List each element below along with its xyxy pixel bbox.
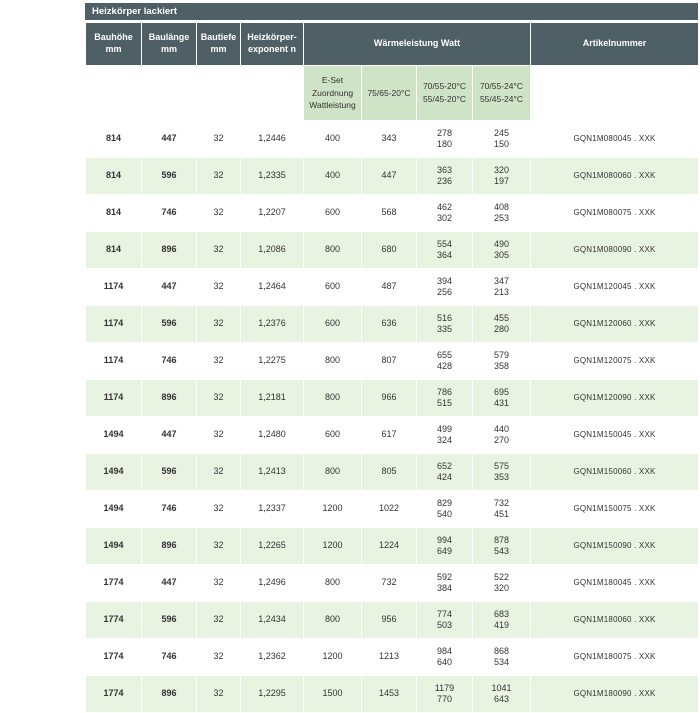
- cell-eset-wattleistung: 600: [304, 417, 362, 454]
- watt-value-upper: 774: [436, 608, 453, 619]
- cell-bauhoehe: 1774: [86, 602, 142, 639]
- watt-value-upper: 462: [436, 201, 453, 212]
- cell-watt-7055-20: [417, 195, 473, 232]
- cell-bauhoehe: 1174: [86, 343, 142, 380]
- cell-baulaenge: 596: [142, 454, 197, 491]
- cell-watt-7055-24: [473, 528, 531, 565]
- cell-bautiefe: 32: [197, 380, 241, 417]
- cell-watt-7055-20: [417, 417, 473, 454]
- watt-value-upper: 522: [493, 571, 510, 582]
- cell-watt-7055-20: [417, 454, 473, 491]
- col-header-artikelnummer: Artikelnummer: [531, 23, 699, 66]
- cell-bautiefe: 32: [197, 454, 241, 491]
- cell-watt-7055-24: [473, 602, 531, 639]
- cell-eset-wattleistung: 600: [304, 195, 362, 232]
- cell-eset-wattleistung: 800: [304, 565, 362, 602]
- cell-bautiefe: 32: [197, 232, 241, 269]
- watt-value-upper: 575: [493, 460, 510, 471]
- cell-artikelnummer: GQN1M150090 . XXK: [531, 528, 699, 565]
- cell-baulaenge: 746: [142, 491, 197, 528]
- col-header-waermeleistung: Wärmeleistung Watt: [304, 23, 531, 66]
- table-row: [86, 454, 699, 491]
- watt-value-upper: 1041: [491, 682, 512, 693]
- watt-value-upper: 554: [436, 238, 453, 249]
- watt-value-lower: 424: [436, 472, 453, 482]
- cell-baulaenge: 447: [142, 417, 197, 454]
- cell-artikelnummer: GQN1M180045 . XXK: [531, 565, 699, 602]
- cell-watt-7055-20: [417, 528, 473, 565]
- cell-watt-7055-24: [473, 417, 531, 454]
- cell-exponent: 1,2335: [241, 158, 304, 195]
- watt-value-lower: 503: [436, 620, 453, 630]
- watt-value-upper: 408: [493, 201, 510, 212]
- watt-value-lower: 534: [493, 657, 510, 667]
- watt-value-upper: 499: [436, 423, 453, 434]
- cell-bautiefe: 32: [197, 121, 241, 158]
- watt-value-upper: 278: [436, 127, 453, 138]
- header-spacer-left: [86, 66, 304, 121]
- cell-eset-wattleistung: 400: [304, 121, 362, 158]
- cell-bautiefe: 32: [197, 602, 241, 639]
- watt-value-upper: 829: [436, 497, 453, 508]
- cell-bautiefe: 32: [197, 158, 241, 195]
- header-spacer-right: [531, 66, 699, 121]
- cell-baulaenge: 746: [142, 639, 197, 676]
- col-header-unit: mm: [160, 44, 177, 54]
- cell-eset-wattleistung: 800: [304, 454, 362, 491]
- cell-baulaenge: 746: [142, 343, 197, 380]
- cell-bauhoehe: 1494: [86, 491, 142, 528]
- table-row: [86, 380, 699, 417]
- cell-watt-7055-20: [417, 158, 473, 195]
- watt-value-upper: 440: [493, 423, 510, 434]
- cell-exponent: 1,2464: [241, 269, 304, 306]
- radiator-spec-table-container: [85, 3, 698, 713]
- cell-watt-7565: 1213: [362, 639, 417, 676]
- cell-watt-7055-24: [473, 232, 531, 269]
- cell-baulaenge: 896: [142, 232, 197, 269]
- cell-bautiefe: 32: [197, 306, 241, 343]
- cell-exponent: 1,2207: [241, 195, 304, 232]
- cell-bauhoehe: 1494: [86, 528, 142, 565]
- watt-value-upper: 732: [493, 497, 510, 508]
- watt-value-lower: 150: [493, 139, 510, 149]
- watt-value-lower: 419: [493, 620, 510, 630]
- cell-baulaenge: 896: [142, 380, 197, 417]
- watt-value-lower: 335: [436, 324, 453, 334]
- cell-bautiefe: 32: [197, 195, 241, 232]
- watt-value-upper: 683: [493, 608, 510, 619]
- cell-artikelnummer: GQN1M150075 . XXK: [531, 491, 699, 528]
- cell-artikelnummer: GQN1M120075 . XXK: [531, 343, 699, 380]
- subcol-header-line: 55/45-20°C: [422, 94, 467, 104]
- watt-value-lower: 640: [436, 657, 453, 667]
- watt-value-upper: 320: [493, 164, 510, 175]
- cell-baulaenge: 896: [142, 676, 197, 713]
- watt-value-upper: 245: [493, 127, 510, 138]
- cell-baulaenge: 596: [142, 306, 197, 343]
- watt-value-upper: 516: [436, 312, 453, 323]
- col-header-baulaenge: [142, 23, 197, 66]
- watt-value-upper: 652: [436, 460, 453, 471]
- watt-value-lower: 364: [436, 250, 453, 260]
- cell-artikelnummer: GQN1M120090 . XXK: [531, 380, 699, 417]
- table-row: [86, 121, 699, 158]
- cell-exponent: 1,2362: [241, 639, 304, 676]
- cell-baulaenge: 596: [142, 602, 197, 639]
- watt-value-lower: 643: [493, 694, 510, 704]
- cell-watt-7055-24: [473, 676, 531, 713]
- watt-value-upper: 394: [436, 275, 453, 286]
- watt-value-lower: 236: [436, 176, 453, 186]
- table-row: [86, 306, 699, 343]
- cell-watt-7055-20: [417, 269, 473, 306]
- cell-watt-7055-20: [417, 491, 473, 528]
- cell-watt-7055-24: [473, 380, 531, 417]
- table-row: [86, 269, 699, 306]
- cell-artikelnummer: GQN1M080075 . XXK: [531, 195, 699, 232]
- cell-watt-7055-24: [473, 565, 531, 602]
- cell-artikelnummer: GQN1M150060 . XXK: [531, 454, 699, 491]
- col-header-label: Bauhöhe: [94, 32, 133, 43]
- subcol-header-7055-24: [473, 66, 531, 121]
- watt-value-upper: 868: [493, 645, 510, 656]
- cell-exponent: 1,2181: [241, 380, 304, 417]
- cell-baulaenge: 447: [142, 121, 197, 158]
- watt-value-lower: 428: [436, 361, 453, 371]
- cell-bauhoehe: 1494: [86, 417, 142, 454]
- cell-eset-wattleistung: 1200: [304, 528, 362, 565]
- cell-bauhoehe: 814: [86, 121, 142, 158]
- watt-value-upper: 695: [493, 386, 510, 397]
- cell-artikelnummer: GQN1M120045 . XXK: [531, 269, 699, 306]
- cell-exponent: 1,2376: [241, 306, 304, 343]
- subcol-header-line: 70/55-24°C: [479, 81, 524, 92]
- cell-eset-wattleistung: 800: [304, 232, 362, 269]
- table-row: [86, 232, 699, 269]
- cell-watt-7565: 966: [362, 380, 417, 417]
- watt-value-upper: 994: [436, 534, 453, 545]
- col-header-exponent: [241, 23, 304, 66]
- subcol-header-7565: 75/65-20°C: [362, 66, 417, 121]
- cell-eset-wattleistung: 800: [304, 380, 362, 417]
- cell-exponent: 1,2337: [241, 491, 304, 528]
- cell-eset-wattleistung: 800: [304, 343, 362, 380]
- spec-table: [85, 22, 699, 713]
- cell-eset-wattleistung: 1200: [304, 639, 362, 676]
- cell-watt-7565: 1022: [362, 491, 417, 528]
- watt-value-lower: 431: [493, 398, 510, 408]
- cell-eset-wattleistung: 400: [304, 158, 362, 195]
- cell-watt-7055-24: [473, 306, 531, 343]
- cell-watt-7565: 568: [362, 195, 417, 232]
- watt-value-upper: 786: [436, 386, 453, 397]
- cell-watt-7055-24: [473, 343, 531, 380]
- cell-watt-7055-20: [417, 565, 473, 602]
- cell-baulaenge: 746: [142, 195, 197, 232]
- cell-exponent: 1,2446: [241, 121, 304, 158]
- cell-watt-7565: 343: [362, 121, 417, 158]
- cell-watt-7565: 617: [362, 417, 417, 454]
- cell-watt-7565: 1453: [362, 676, 417, 713]
- cell-bautiefe: 32: [197, 417, 241, 454]
- cell-watt-7055-24: [473, 158, 531, 195]
- cell-eset-wattleistung: 600: [304, 306, 362, 343]
- cell-artikelnummer: GQN1M180060 . XXK: [531, 602, 699, 639]
- col-header-label: Bautiefe: [200, 32, 237, 43]
- table-row: [86, 528, 699, 565]
- watt-value-lower: 451: [493, 509, 510, 519]
- cell-watt-7055-20: [417, 380, 473, 417]
- watt-value-lower: 280: [493, 324, 510, 334]
- cell-bauhoehe: 814: [86, 232, 142, 269]
- cell-eset-wattleistung: 1200: [304, 491, 362, 528]
- cell-bauhoehe: 1174: [86, 306, 142, 343]
- watt-value-lower: 770: [436, 694, 453, 704]
- cell-watt-7565: 1224: [362, 528, 417, 565]
- cell-baulaenge: 447: [142, 565, 197, 602]
- cell-baulaenge: 596: [142, 158, 197, 195]
- cell-artikelnummer: GQN1M120060 . XXK: [531, 306, 699, 343]
- cell-watt-7055-24: [473, 269, 531, 306]
- watt-value-lower: 270: [493, 435, 510, 445]
- cell-eset-wattleistung: 600: [304, 269, 362, 306]
- cell-watt-7565: 807: [362, 343, 417, 380]
- watt-value-upper: 1179: [434, 682, 455, 693]
- table-row: [86, 602, 699, 639]
- watt-value-upper: 655: [436, 349, 453, 360]
- cell-watt-7055-24: [473, 639, 531, 676]
- watt-value-lower: 324: [436, 435, 453, 445]
- cell-watt-7565: 732: [362, 565, 417, 602]
- cell-watt-7565: 805: [362, 454, 417, 491]
- subcol-header-line: Wattleistung: [309, 100, 356, 111]
- cell-exponent: 1,2413: [241, 454, 304, 491]
- subcol-header-line: Zuordnung: [311, 87, 354, 98]
- table-row: [86, 639, 699, 676]
- table-row: [86, 676, 699, 713]
- subcol-header-eset: [304, 66, 362, 121]
- cell-watt-7565: 956: [362, 602, 417, 639]
- subcol-header-line: E-Set: [321, 74, 344, 85]
- cell-bautiefe: 32: [197, 528, 241, 565]
- cell-bauhoehe: 1774: [86, 676, 142, 713]
- cell-watt-7055-20: [417, 676, 473, 713]
- table-row: [86, 565, 699, 602]
- col-header-unit: mm: [105, 44, 122, 54]
- watt-value-lower: 305: [493, 250, 510, 260]
- page-title: Heizkörper lackiert: [85, 3, 698, 20]
- table-body: [86, 121, 699, 713]
- cell-watt-7055-24: [473, 121, 531, 158]
- col-header-bauhoehe: [86, 23, 142, 66]
- cell-watt-7055-20: [417, 639, 473, 676]
- subcol-header-7055-20: [417, 66, 473, 121]
- cell-artikelnummer: GQN1M180090 . XXK: [531, 676, 699, 713]
- cell-bauhoehe: 1494: [86, 454, 142, 491]
- cell-artikelnummer: GQN1M180075 . XXK: [531, 639, 699, 676]
- watt-value-upper: 878: [493, 534, 510, 545]
- col-header-label: exponent n: [247, 44, 296, 54]
- watt-value-lower: 353: [493, 472, 510, 482]
- cell-bauhoehe: 1774: [86, 639, 142, 676]
- cell-bauhoehe: 814: [86, 158, 142, 195]
- cell-bautiefe: 32: [197, 269, 241, 306]
- cell-watt-7565: 636: [362, 306, 417, 343]
- cell-bautiefe: 32: [197, 639, 241, 676]
- cell-bautiefe: 32: [197, 491, 241, 528]
- cell-watt-7055-24: [473, 454, 531, 491]
- table-row: [86, 491, 699, 528]
- cell-watt-7055-20: [417, 602, 473, 639]
- cell-watt-7055-24: [473, 491, 531, 528]
- cell-exponent: 1,2086: [241, 232, 304, 269]
- header-row-sub: [86, 66, 699, 121]
- subcol-header-line: 70/55-20°C: [422, 81, 467, 92]
- subcol-header-line: 55/45-24°C: [479, 94, 524, 104]
- watt-value-lower: 649: [436, 546, 453, 556]
- cell-bautiefe: 32: [197, 343, 241, 380]
- watt-value-upper: 347: [493, 275, 510, 286]
- watt-value-lower: 302: [436, 213, 453, 223]
- cell-eset-wattleistung: 1500: [304, 676, 362, 713]
- watt-value-lower: 543: [493, 546, 510, 556]
- cell-watt-7055-20: [417, 306, 473, 343]
- watt-value-upper: 490: [493, 238, 510, 249]
- cell-bauhoehe: 1174: [86, 380, 142, 417]
- cell-artikelnummer: GQN1M080090 . XXK: [531, 232, 699, 269]
- watt-value-upper: 363: [436, 164, 453, 175]
- cell-exponent: 1,2496: [241, 565, 304, 602]
- watt-value-upper: 984: [436, 645, 453, 656]
- cell-exponent: 1,2480: [241, 417, 304, 454]
- watt-value-lower: 515: [436, 398, 453, 408]
- watt-value-lower: 253: [493, 213, 510, 223]
- watt-value-lower: 384: [436, 583, 453, 593]
- watt-value-lower: 256: [436, 287, 453, 297]
- cell-bauhoehe: 1774: [86, 565, 142, 602]
- cell-bauhoehe: 1174: [86, 269, 142, 306]
- watt-value-lower: 320: [493, 583, 510, 593]
- watt-value-lower: 180: [436, 139, 453, 149]
- cell-exponent: 1,2295: [241, 676, 304, 713]
- cell-eset-wattleistung: 800: [304, 602, 362, 639]
- cell-exponent: 1,2275: [241, 343, 304, 380]
- watt-value-lower: 197: [493, 176, 510, 186]
- cell-exponent: 1,2265: [241, 528, 304, 565]
- col-header-bautiefe: [197, 23, 241, 66]
- cell-bautiefe: 32: [197, 676, 241, 713]
- table-row: [86, 417, 699, 454]
- watt-value-lower: 540: [436, 509, 453, 519]
- cell-artikelnummer: GQN1M150045 . XXK: [531, 417, 699, 454]
- cell-baulaenge: 896: [142, 528, 197, 565]
- watt-value-upper: 592: [436, 571, 453, 582]
- watt-value-upper: 579: [493, 349, 510, 360]
- cell-baulaenge: 447: [142, 269, 197, 306]
- cell-artikelnummer: GQN1M080060 . XXK: [531, 158, 699, 195]
- cell-watt-7565: 487: [362, 269, 417, 306]
- cell-watt-7055-24: [473, 195, 531, 232]
- col-header-label: Heizkörper-: [247, 32, 297, 43]
- cell-watt-7055-20: [417, 121, 473, 158]
- cell-watt-7565: 680: [362, 232, 417, 269]
- watt-value-upper: 455: [493, 312, 510, 323]
- cell-watt-7565: 447: [362, 158, 417, 195]
- cell-watt-7055-20: [417, 232, 473, 269]
- table-row: [86, 343, 699, 380]
- cell-artikelnummer: GQN1M080045 . XXK: [531, 121, 699, 158]
- table-row: [86, 158, 699, 195]
- watt-value-lower: 358: [493, 361, 510, 371]
- cell-watt-7055-20: [417, 343, 473, 380]
- col-header-unit: mm: [210, 44, 227, 54]
- col-header-label: Baulänge: [148, 32, 190, 43]
- cell-bautiefe: 32: [197, 565, 241, 602]
- cell-exponent: 1,2434: [241, 602, 304, 639]
- table-row: [86, 195, 699, 232]
- watt-value-lower: 213: [493, 287, 510, 297]
- cell-bauhoehe: 814: [86, 195, 142, 232]
- header-row-main: [86, 23, 699, 66]
